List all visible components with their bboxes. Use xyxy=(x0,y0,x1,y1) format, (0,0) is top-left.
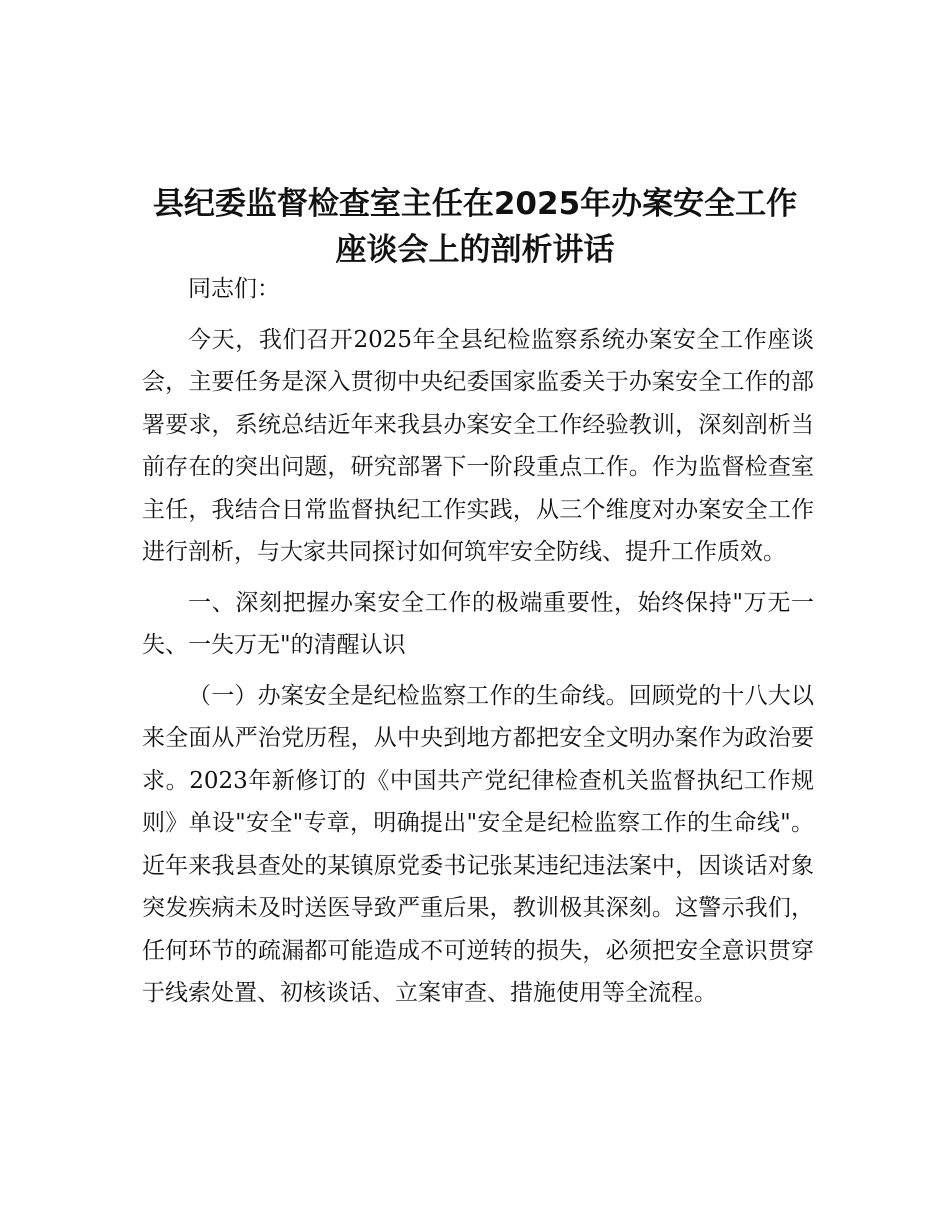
document-title xyxy=(0,181,950,273)
title-line-1: 县纪委监督检查室主任在2025年办案安全工作 xyxy=(152,185,798,222)
section-heading-1: 一、深刻把握办案安全工作的极端重要性，始终保持"万无一失、一失万无"的清醒认识 xyxy=(142,589,814,658)
paragraph-subsection-1: （一）办案安全是纪检监察工作的生命线。回顾党的十八大以来全面从严治党历程，从中央到地方都把安全文明办案作为政治要求。2023年新修订的《中国共产党纪律检查机关监督执纪工作规则》单设"安全"专章，明确提出"安全是纪检监察工作的生命线"。近年来我县查处的某镇原党委书记张某违纪违法案中，因谈话对象突发疾病未及时送医导致严重后果，教训极其深刻。这警示我们，任何环节的疏漏都可能造成不可逆转的损失，必须把安全意识贯穿于线索处置、初核谈话、立案审查、措施使用等全流程。 xyxy=(142,682,814,1006)
salutation: 同志们： xyxy=(188,276,280,302)
title-line-2: 座谈会上的剖析讲话 xyxy=(335,231,615,268)
document-body xyxy=(142,268,814,1023)
paragraph-intro: 今天，我们召开2025年全县纪检监察系统办案安全工作座谈会，主要任务是深入贯彻中央纪委国家监委关于办案安全工作的部署要求，系统总结近年来我县办案安全工作经验教训，深刻剖析当前存在的突出问题，研究部署下一阶段重点工作。作为监督检查室主任，我结合日常监督执纪工作实践，从三个维度对办案安全工作进行剖析，与大家共同探讨如何筑牢安全防线、提升工作质效。 xyxy=(142,326,814,565)
